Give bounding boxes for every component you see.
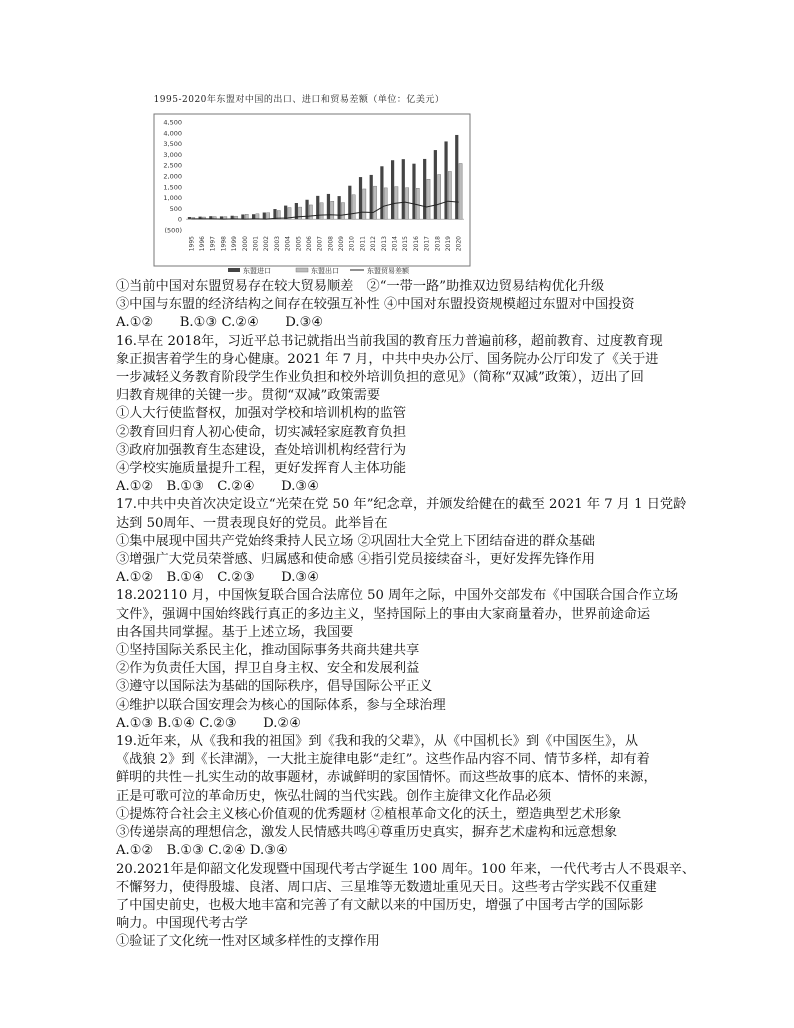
x-tick-label: 2018 — [434, 236, 442, 252]
text-line: 《战狼 2》到《长津湖》，一大批主旋律电影“走红”。这些作品内容不同、情节多样，却有着 — [116, 752, 650, 768]
text-line: ①当前中国对东盟贸易存在较大贸易顺差 ②“一带一路”助推双边贸易结构优化升级 — [116, 279, 605, 294]
x-tick-label: 2005 — [295, 236, 303, 252]
text-line: A.①③ B.①④ C.②③ D.②④ — [116, 715, 302, 731]
bar-export — [266, 213, 269, 219]
text-line: 17.中共中央首次决定设立“光荣在党 50 年”纪念章，并颁发给健在的截至 2021 年 7 月 1 日党龄 — [116, 497, 687, 513]
text-line: ①坚持国际关系民主化，推动国际事务共商共建共享 — [116, 643, 420, 659]
trade-chart — [118, 92, 480, 278]
bar-export — [438, 174, 441, 219]
text-line: ③政府加强教育生态建设，查处培训机构经营行为 — [116, 442, 407, 458]
x-tick-label: 2011 — [359, 236, 367, 252]
bar-export — [320, 203, 323, 219]
y-tick-label: 3,000 — [163, 150, 182, 159]
text-line: ①提炼符合社会主义核心价值观的优秀题材 ②植根革命文化的沃土，塑造典型艺术形象 — [116, 806, 622, 822]
bar-export — [448, 171, 451, 219]
bar-import — [391, 160, 394, 219]
bar-export — [341, 203, 344, 220]
legend-swatch-export — [296, 268, 308, 272]
text-line: 正是可歌可泣的革命历史，恢弘壮阔的当代实践。创作主旋律文化作品必须 — [116, 788, 552, 804]
y-tick-label: 1,500 — [163, 183, 182, 192]
y-tick-label: 0 — [177, 215, 182, 224]
text-line: A.①② B.①③ C.②④ D.③④ — [116, 843, 288, 859]
x-tick-label: 2002 — [263, 236, 271, 252]
bar-export — [352, 195, 355, 219]
y-tick-label: 3,500 — [163, 140, 182, 149]
bar-import — [444, 141, 447, 219]
bar-export — [309, 205, 312, 219]
x-tick-label: 2000 — [241, 236, 249, 252]
text-line: 不懈努力，使得殷墟、良渚、周口店、三星堆等无数遗址重见天日。这些考古学实践不仅重建 — [116, 879, 657, 895]
x-tick-label: 2001 — [252, 236, 260, 252]
text-line: 16.早在 2018年，习近平总书记就指出当前我国的教育压力普遍前移，超前教育、过度教育现 — [116, 333, 663, 349]
x-tick-label: 2015 — [402, 236, 410, 252]
bar-export — [256, 214, 259, 219]
bar-import — [412, 164, 415, 220]
bar-export — [373, 186, 376, 219]
bar-export — [405, 188, 408, 220]
text-line: 一步减轻义务教育阶段学生作业负担和校外培训负担的意见》（简称“双减”政策），迈出了回 — [116, 370, 644, 386]
text-line: ②作为负责任大国，捍卫自身主权、安全和发展利益 — [116, 661, 420, 677]
text-line: ③中国与东盟的经济结构之间存在较强互补性 ④中国对东盟投资规模超过东盟对中国投资 — [116, 297, 635, 313]
bar-import — [241, 214, 244, 219]
text-line: 了中国史前史，也极大地丰富和完善了有文献以来的中国历史，增强了中国考古学的国际影 — [116, 897, 644, 913]
bar-export — [427, 179, 430, 219]
x-tick-label: 1999 — [231, 236, 239, 252]
bar-export — [245, 214, 248, 219]
x-tick-label: 2008 — [327, 236, 335, 252]
y-tick-label: 2,500 — [163, 161, 182, 170]
text-line: ①人大行使监督权，加强对学校和培训机构的监管 — [116, 406, 407, 422]
text-line: 文件》，强调中国始终践行真正的多边主义，坚持国际上的事由大家商量着办，世界前途命运 — [116, 606, 651, 622]
legend-label-import: 东盟进口 — [243, 267, 271, 275]
bar-import — [455, 135, 458, 219]
text-line: A.①② B.①③ C.②④ D.③④ — [116, 479, 320, 495]
text-line: 19.近年来，从《我和我的祖国》到《我和我的父辈》，从《中国机长》到《中国医生》，从 — [116, 734, 639, 750]
y-tick-label: (500) — [164, 226, 182, 235]
text-line: A.①② B.①③ C.②④ D.③④ — [116, 315, 324, 331]
bar-export — [363, 189, 366, 219]
text-line: 达到 50周年、一贯表现良好的党员。此举旨在 — [116, 515, 388, 531]
text-line: ②教育回归育人初心使命，切实减轻家庭教育负担 — [116, 424, 407, 440]
bar-import — [284, 206, 287, 220]
text-line: ③传递崇高的理想信念，激发人民情感共鸣④尊重历史真实，摒弃艺术虚构和远意想象 — [116, 825, 618, 841]
y-tick-label: 1,000 — [163, 194, 182, 203]
x-tick-label: 2016 — [412, 236, 420, 252]
text-line: ①验证了文化统一性对区域多样性的支撑作用 — [116, 934, 380, 950]
bar-import — [434, 150, 437, 219]
x-tick-label: 1998 — [220, 236, 228, 252]
text-line: ④维护以联合国安理会为核心的国际体系，参与全球治理 — [116, 697, 446, 713]
bar-import — [273, 209, 276, 219]
text-line: ③增强广大党员荣誉感、归属感和使命感 ④指引党员接续奋斗，更好发挥先锋作用 — [116, 552, 595, 568]
x-tick-label: 2007 — [316, 236, 324, 252]
text-line: 20.2021年是仰韶文化发现暨中国现代考古学诞生 100 周年。100 年来，一代代考古人不畏艰辛、 — [116, 861, 696, 877]
chart-title: 1995-2020年东盟对中国的出口、进口和贸易差额（单位：亿美元） — [153, 95, 445, 105]
bar-export — [416, 188, 419, 219]
x-tick-label: 2017 — [423, 236, 431, 252]
legend-label-export: 东盟出口 — [311, 267, 339, 275]
x-tick-label: 1996 — [199, 236, 207, 252]
bar-import — [402, 159, 405, 219]
bar-import — [188, 217, 191, 219]
text-line: 响力。中国现代考古学 — [116, 916, 248, 932]
x-tick-label: 2012 — [370, 236, 378, 252]
x-tick-label: 2009 — [338, 236, 346, 252]
text-line: 归教育规律的关键一步。贯彻“双减”政策需要 — [116, 388, 381, 404]
x-tick-label: 2013 — [380, 236, 388, 252]
text-line: ④学校实施质量提升工程，更好发挥育人主体功能 — [116, 461, 407, 477]
text-line: ①集中展现中国共产党始终秉持人民立场 ②巩固壮大全党上下团结奋进的群众基础 — [116, 533, 595, 549]
x-tick-label: 2003 — [273, 236, 281, 252]
bar-export — [299, 207, 302, 219]
x-tick-label: 1995 — [188, 236, 196, 252]
x-tick-label: 1997 — [209, 236, 217, 252]
legend-swatch-import — [228, 268, 240, 272]
x-tick-label: 2006 — [305, 236, 313, 252]
bar-export — [384, 188, 387, 219]
x-tick-label: 2010 — [348, 236, 356, 252]
document-body — [116, 278, 696, 952]
x-tick-label: 2019 — [444, 236, 452, 252]
y-tick-label: 4,500 — [163, 118, 182, 127]
text-line: A.①② B.①④ C.②③ D.③④ — [116, 570, 320, 586]
bar-import — [423, 159, 426, 219]
text-line: 18.202110 月，中国恢复联合国合法席位 50 周年之际，中国外交部发布《中国联合国合作立场 — [116, 588, 679, 604]
bar-import — [380, 166, 383, 219]
legend-label-balance: 东盟贸易差额 — [367, 267, 409, 275]
x-tick-label: 2014 — [391, 236, 399, 252]
y-tick-label: 500 — [169, 204, 182, 213]
y-tick-label: 4,000 — [163, 129, 182, 138]
x-tick-label: 2004 — [284, 236, 292, 252]
bar-export — [459, 163, 462, 219]
text-line: 象正损害着学生的身心健康。2021 年 7 月，中共中央办公厅、国务院办公厅印发了《关于进 — [116, 351, 659, 367]
bar-import — [327, 194, 330, 219]
text-line: ③遵守以国际法为基础的国际秩序，倡导国际公平正义 — [116, 679, 433, 695]
text-line: 由各国共同掌握。基于上述立场，我国要 — [116, 624, 354, 640]
x-tick-label: 2020 — [455, 236, 463, 252]
bar-import — [263, 213, 266, 220]
chart-svg — [118, 92, 480, 278]
y-tick-label: 2,000 — [163, 172, 182, 181]
bar-export — [331, 201, 334, 219]
text-line: 鲜明的共性－扎实生动的故事题材，赤诚鲜明的家国情怀。而这些故事的底本、情怀的来源， — [116, 770, 657, 786]
